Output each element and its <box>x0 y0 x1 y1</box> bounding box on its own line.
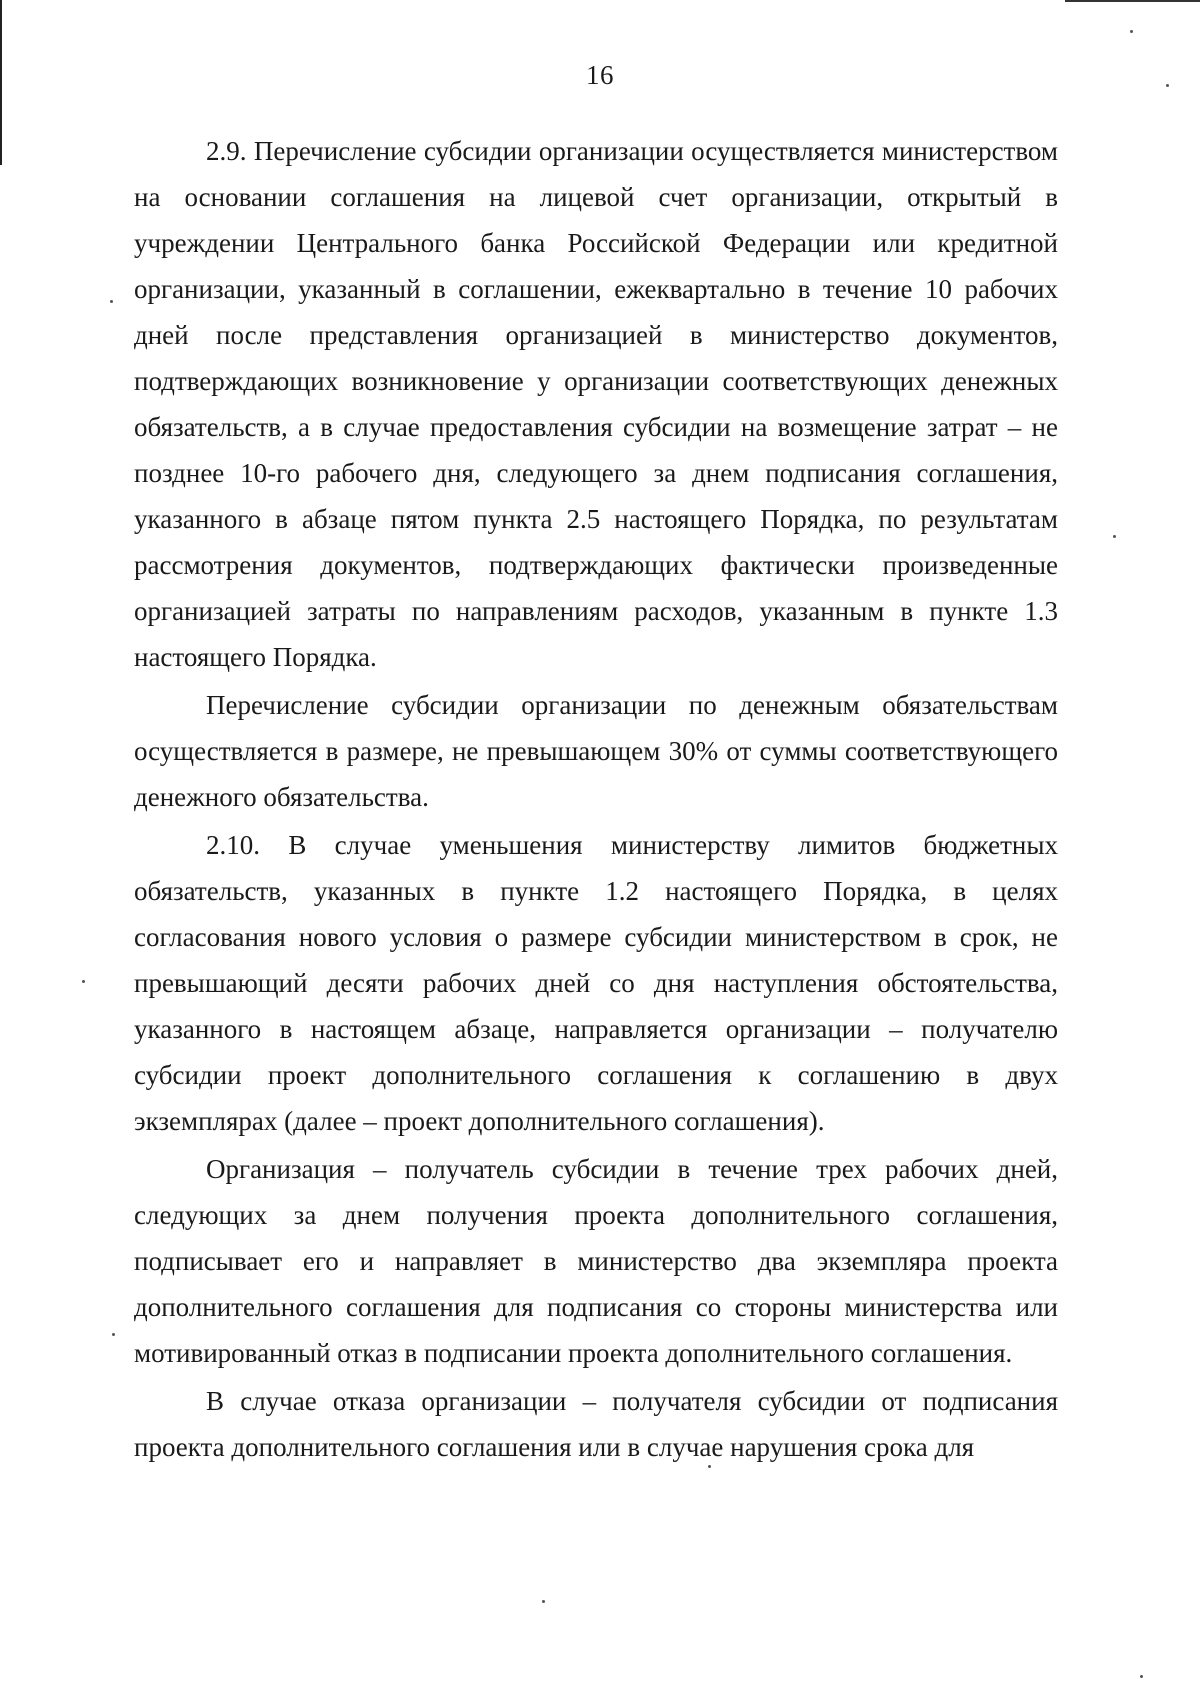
scan-speck <box>1113 535 1116 538</box>
scan-speck <box>1130 30 1133 33</box>
paragraph-recipient-signing: Организация – получатель субсидии в течение трех рабочих дней, следующих за днем получения проекта дополнительного соглашения, подписывает его и направляет в министерство два экземпляра проекта дополнительного соглашения для подписания со стороны министерства или мотивированный отказ в подписании проекта дополнительного соглашения. <box>134 1154 1058 1368</box>
scan-speck <box>542 1600 545 1603</box>
scan-speck <box>110 300 113 303</box>
scan-speck <box>1140 1675 1143 1678</box>
page-number: 16 <box>586 60 614 90</box>
paragraph-refusal-case: В случае отказа организации – получателя субсидии от подписания проекта дополнительного соглашения или в случае нарушения срока для <box>134 1386 1058 1462</box>
scan-edge-top <box>1065 0 1200 2</box>
paragraph-2-10: 2.10. В случае уменьшения министерству лимитов бюджетных обязательств, указанных в пункте 1.2 настоящего Порядка, в целях согласования нового условия о размере субсидии министерством в срок, не превышающий десяти рабочих дней со дня наступления обстоятельства, указанного в настоящем абзаце, направляется организации – получателю субсидии проект дополнительного соглашения к соглашению в двух экземплярах (далее – проект дополнительного соглашения). <box>134 830 1058 1136</box>
scan-speck <box>82 980 85 983</box>
document-body <box>134 128 1058 1470</box>
scan-speck <box>112 1333 115 1336</box>
paragraph-2-9: 2.9. Перечисление субсидии организации осуществляется министерством на основании соглашения на лицевой счет организации, открытый в учреждении Центрального банка Российской Федерации или кредитной организации, указанный в соглашении, ежеквартально в течение 10 рабочих дней после представления организацией в министерство документов, подтверждающих возникновение у организации соответствующих денежных обязательств, а в случае предоставления субсидии на возмещение затрат – не позднее 10-го рабочего дня, следующего за днем подписания соглашения, указанного в абзаце пятом пункта 2.5 настоящего Порядка, по результатам рассмотрения документов, подтверждающих фактически произведенные организацией затраты по направлениям расходов, указанным в пункте 1.3 настоящего Порядка. <box>134 136 1058 672</box>
paragraph-transfer-limit: Перечисление субсидии организации по денежным обязательствам осуществляется в размере, не превышающем 30% от суммы соответствующего денежного обязательства. <box>134 690 1058 812</box>
